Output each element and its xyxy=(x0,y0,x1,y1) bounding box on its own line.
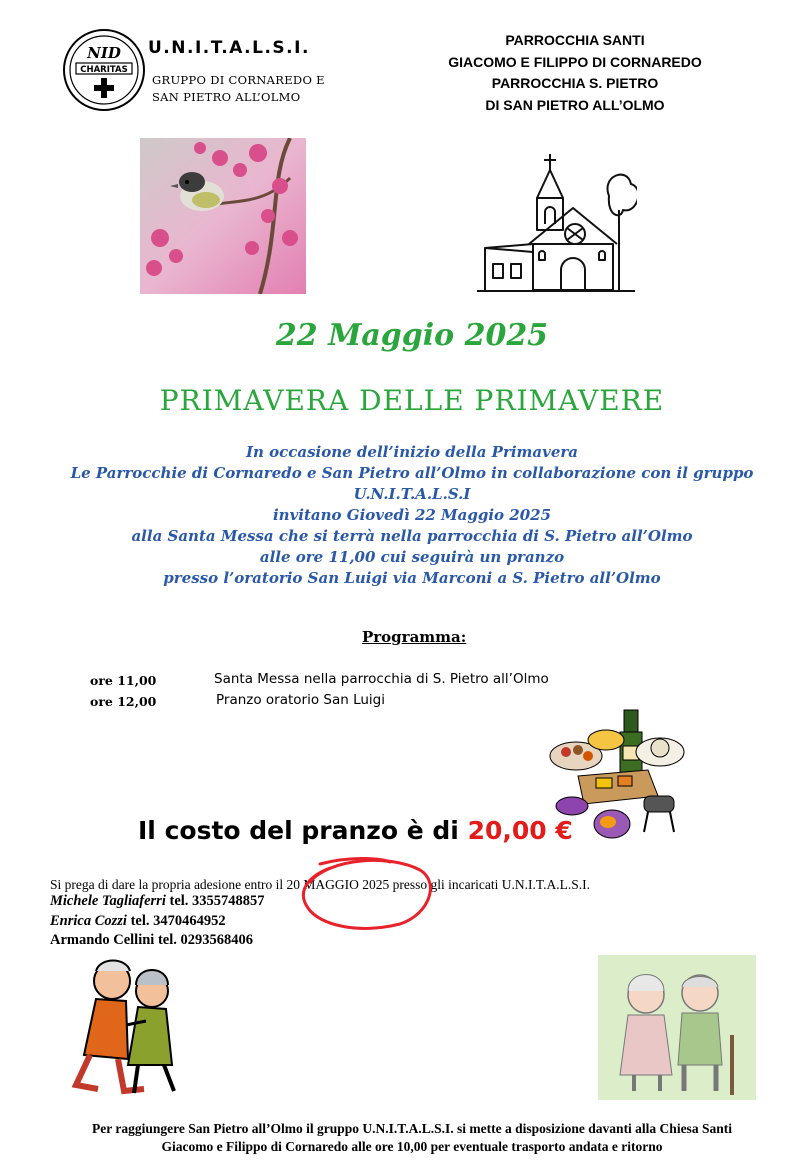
invite-line: presso l’oratorio San Luigi via Marconi a S. Pietro all’Olmo xyxy=(163,569,661,587)
invite-line: alla Santa Messa che si terrà nella parrocchia di S. Pietro all’Olmo xyxy=(131,527,693,545)
contact-phone: tel. 3355748857 xyxy=(165,893,265,909)
invite-line: U.N.I.T.A.L.S.I xyxy=(353,485,471,503)
parish-line: PARROCCHIA S. PIETRO xyxy=(491,75,659,91)
contact-name: Armando Cellini xyxy=(50,932,155,948)
contact-line xyxy=(50,932,253,949)
logo-top-text: NID xyxy=(87,44,121,62)
invite-line: In occasione dell’inizio della Primavera xyxy=(245,443,579,461)
footer-line: Per raggiungere San Pietro all’Olmo il gruppo U.N.I.T.A.L.S.I. si mette a disposizione davanti alla Chiesa Santi xyxy=(92,1121,732,1136)
parish-line: PARROCCHIA SANTI xyxy=(505,32,645,48)
dancing-couple-icon xyxy=(68,955,198,1100)
invite-line: Le Parrocchie di Cornaredo e San Pietro all’Olmo in collaborazione con il gruppo xyxy=(70,464,754,482)
transport-note xyxy=(0,1120,800,1156)
org-subtitle-line-1: GRUPPO DI CORNAREDO E xyxy=(152,73,325,87)
parish-line: DI SAN PIETRO ALL’OLMO xyxy=(485,96,665,113)
program-title: Programma: xyxy=(362,628,467,646)
footer-line: Giacomo e Filippo di Cornaredo alle ore 10,00 per eventuale trasporto andata e ritorno xyxy=(161,1139,663,1154)
parish-header xyxy=(430,30,720,116)
lunch-cost xyxy=(138,816,573,845)
parish-line: GIACOMO E FILIPPO DI CORNAREDO xyxy=(448,53,702,70)
church-drawing-icon xyxy=(475,152,637,294)
contact-phone: tel. 3470464952 xyxy=(126,913,226,929)
contact-name: Michele Tagliaferri xyxy=(50,893,166,909)
contact-line xyxy=(50,893,265,910)
logo-band-text: CHARITAS xyxy=(80,65,128,75)
program-item-description: Santa Messa nella parrocchia di S. Pietro all’Olmo xyxy=(214,671,549,687)
red-highlight-circle xyxy=(290,852,440,932)
invite-line: alle ore 11,00 cui seguirà un pranzo xyxy=(259,548,565,566)
cost-label: Il costo del pranzo è di xyxy=(138,816,468,845)
org-subtitle-line-2: SAN PIETRO ALL’OLMO xyxy=(152,90,301,104)
invite-line: invitano Giovedì 22 Maggio 2025 xyxy=(272,506,552,524)
rsvp-text: Si prega di dare la propria adesione entro il 20 MAGGIO 2025 presso gli incaricati U.N.I.T.A.L.S.I. xyxy=(50,877,590,892)
event-title: PRIMAVERA DELLE PRIMAVERE xyxy=(159,384,665,417)
program-item-time: ore 11,00 xyxy=(90,673,157,688)
elderly-couple-icon xyxy=(598,955,756,1100)
contact-name: Enrica Cozzi xyxy=(50,913,127,929)
org-name: U.N.I.T.A.L.S.I. xyxy=(148,38,310,58)
contact-phone: tel. 0293568406 xyxy=(154,932,253,948)
bird-blossom-image xyxy=(140,138,306,294)
program-item-description: Pranzo oratorio San Luigi xyxy=(216,692,386,708)
invitation-text xyxy=(0,442,800,589)
unitalsi-logo-icon xyxy=(62,28,146,112)
program-item-time: ore 12,00 xyxy=(90,694,157,709)
contact-line xyxy=(50,913,226,930)
event-date: 22 Maggio 2025 xyxy=(275,318,549,353)
cost-price: 20,00 € xyxy=(467,816,573,845)
